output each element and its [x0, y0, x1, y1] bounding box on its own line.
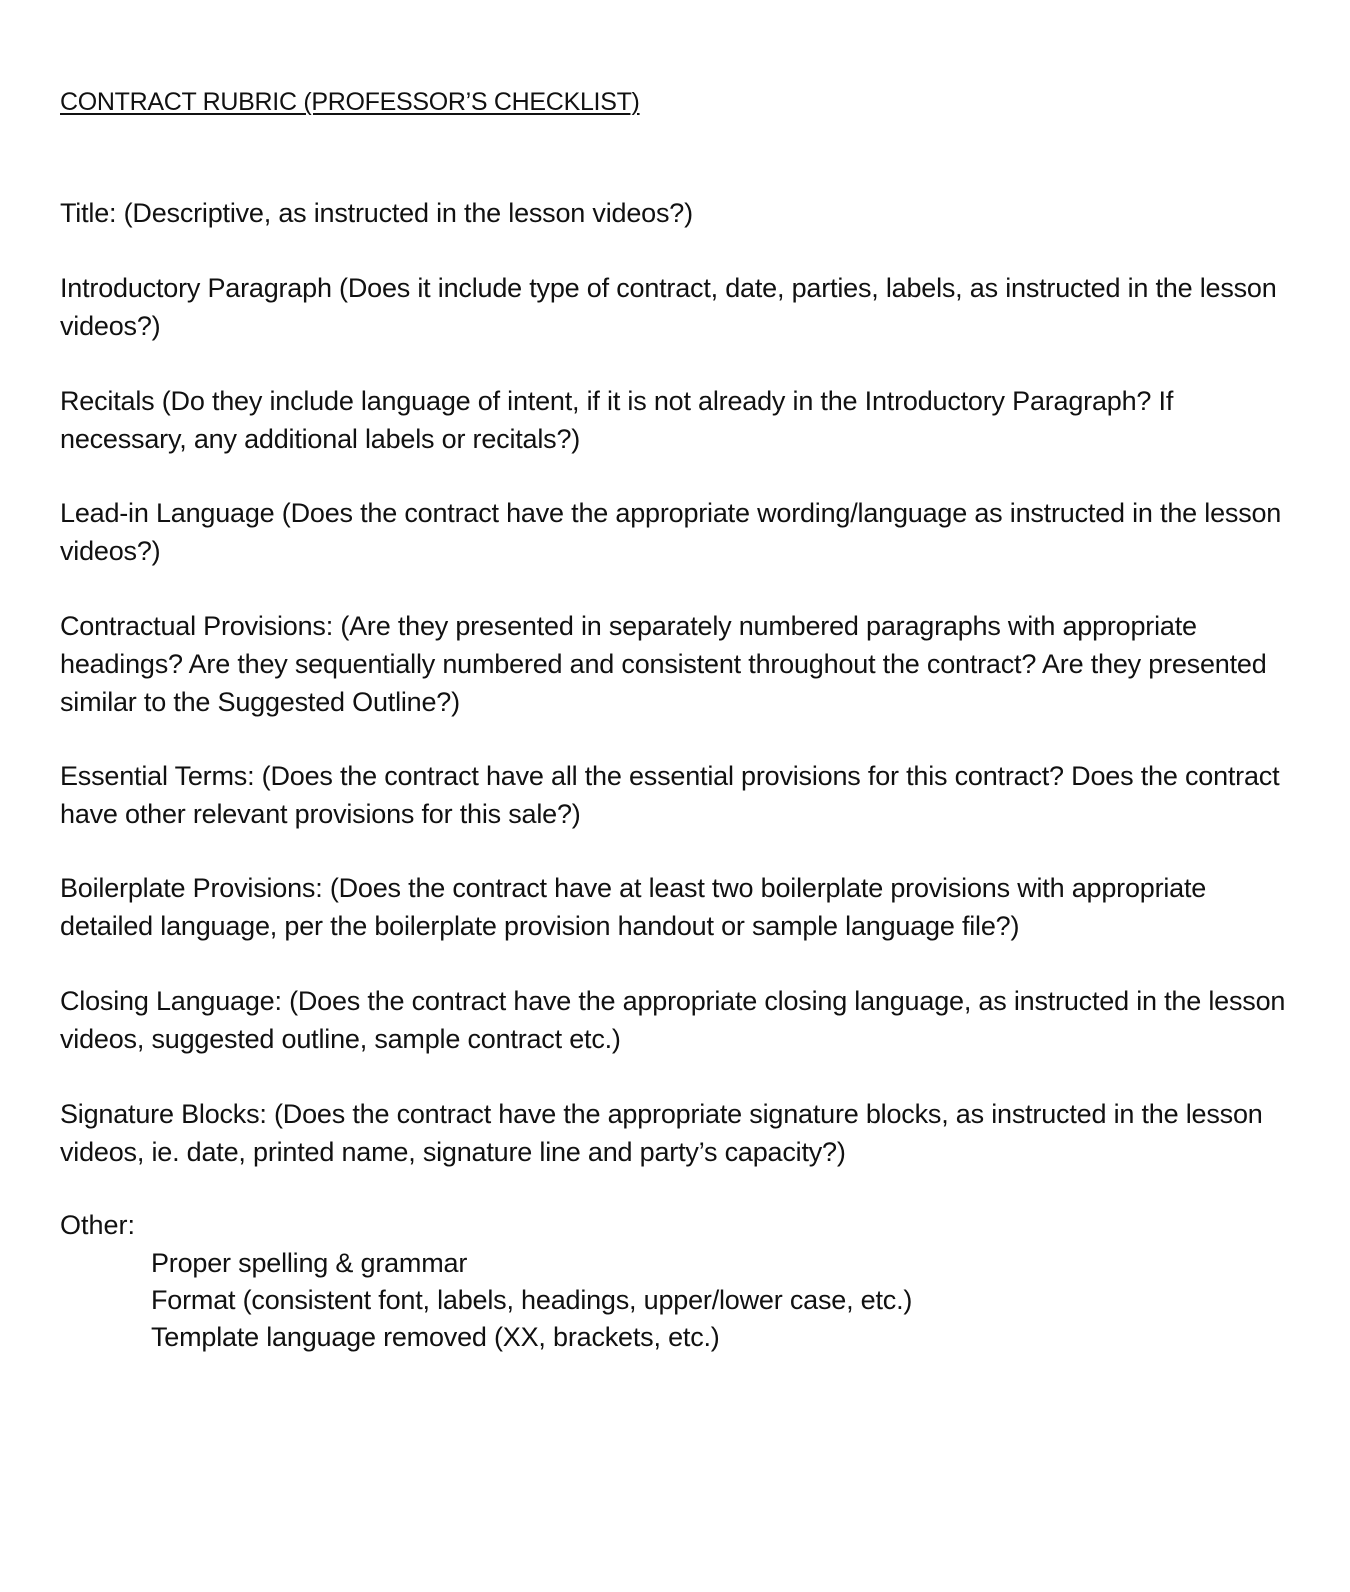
rubric-item-closing-language: Closing Language: (Does the contract have the appropriate closing language, as instructed in the lesson videos, suggested outline, sample contract etc.)	[60, 986, 1286, 1054]
rubric-item-essential-terms: Essential Terms: (Does the contract have all the essential provisions for this contract? Does the contract have other relevant provisions for this sale?)	[60, 761, 1280, 829]
rubric-item-introductory-paragraph: Introductory Paragraph (Does it include type of contract, date, parties, labels, as instructed in the lesson videos?)	[60, 273, 1277, 341]
other-item-format: Format (consistent font, labels, headings, upper/lower case, etc.)	[151, 1285, 913, 1315]
rubric-item-title: Title: (Descriptive, as instructed in the lesson videos?)	[60, 198, 693, 228]
other-item-template-language: Template language removed (XX, brackets, etc.)	[151, 1322, 720, 1352]
rubric-item-recitals: Recitals (Do they include language of intent, if it is not already in the Introductory Paragraph? If necessary, any additional labels or recitals?)	[60, 386, 1174, 454]
other-item-spelling-grammar: Proper spelling & grammar	[151, 1248, 468, 1278]
rubric-item-boilerplate-provisions: Boilerplate Provisions: (Does the contract have at least two boilerplate provisions with appropriate detailed language, per the boilerplate provision handout or sample language file?)	[60, 873, 1207, 941]
other-list	[151, 1245, 912, 1356]
rubric-item-contractual-provisions: Contractual Provisions: (Are they presented in separately numbered paragraphs with appropriate headings? Are they sequentially numbered and consistent throughout the contract? Are they presented similar to the Suggested Outline?)	[60, 611, 1267, 717]
other-heading: Other:	[60, 1210, 136, 1240]
document-page	[60, 0, 1290, 1592]
rubric-item-lead-in-language: Lead-in Language (Does the contract have the appropriate wording/language as instructed in the lesson videos?)	[60, 498, 1282, 566]
document-title: CONTRACT RUBRIC (PROFESSOR’S CHECKLIST)	[60, 88, 640, 116]
rubric-item-signature-blocks: Signature Blocks: (Does the contract have the appropriate signature blocks, as instructed in the lesson videos, ie. date, printed name, signature line and party’s capacity?)	[60, 1099, 1263, 1167]
